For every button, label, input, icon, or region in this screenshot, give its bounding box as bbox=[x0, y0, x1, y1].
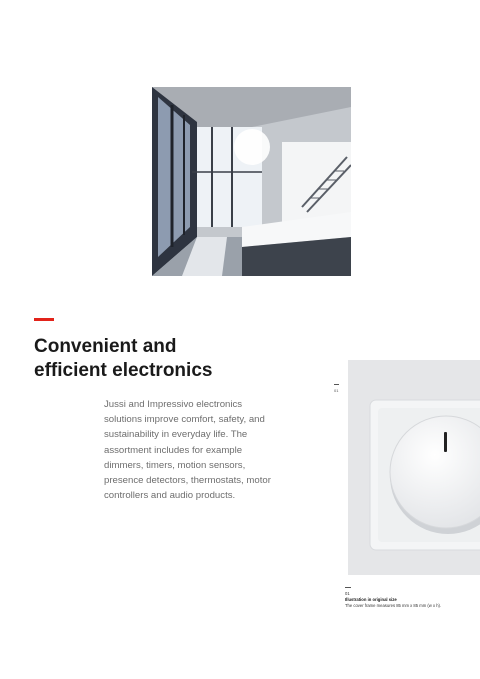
caption-rule bbox=[345, 587, 351, 588]
caption-text: The cover frame measures 85 mm x 85 mm (w x h). bbox=[345, 603, 442, 608]
figure-tag bbox=[334, 384, 346, 393]
caption-title: Illustration in original size bbox=[345, 597, 397, 602]
caption-number: 01 bbox=[345, 591, 350, 596]
dimmer-switch-photo bbox=[348, 360, 480, 575]
headline bbox=[34, 335, 274, 383]
figure-tag-rule bbox=[334, 384, 339, 385]
interior-photo bbox=[152, 87, 351, 276]
figure-tag-number: 01 bbox=[334, 388, 339, 393]
figure-caption bbox=[345, 587, 465, 609]
headline-line-2: efficient electronics bbox=[34, 360, 213, 381]
accent-rule bbox=[34, 318, 54, 321]
headline-line-1: Convenient and bbox=[34, 336, 177, 357]
body-paragraph: Jussi and Impressivo electronics solutions improve comfort, safety, and sustainability in everyday life. The assortment includes for example dimmers, timers, motion sensors, presence detectors, thermostats, motor controllers and audio products. bbox=[104, 399, 271, 502]
